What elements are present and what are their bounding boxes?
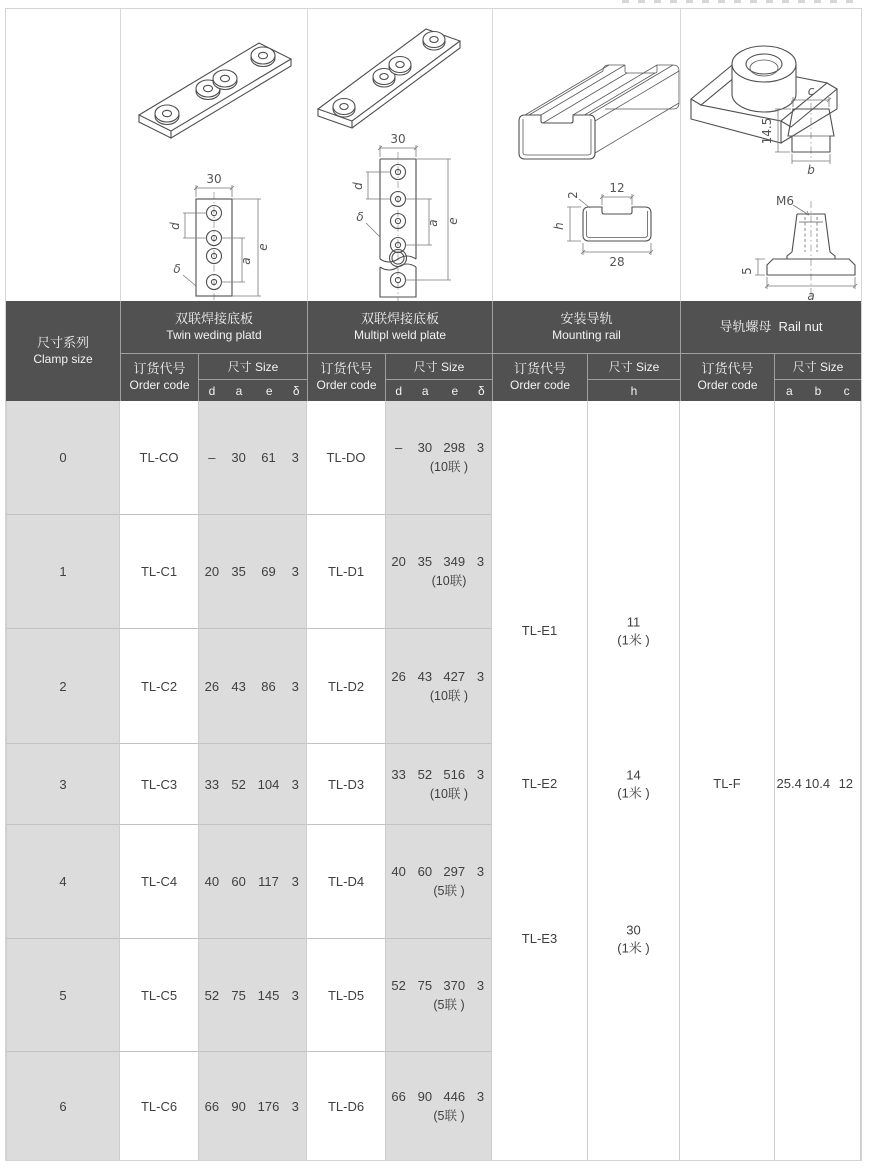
val-a: 30 bbox=[231, 450, 246, 465]
order-code-value: TL-C5 bbox=[140, 987, 178, 1003]
val-e: 69 bbox=[261, 564, 276, 579]
sub-col-h: h bbox=[630, 383, 638, 398]
rail-h: 30 bbox=[626, 922, 641, 938]
order-code-header bbox=[492, 353, 587, 401]
page-frame bbox=[5, 8, 862, 1161]
order-code-cell bbox=[307, 401, 385, 514]
order-code-value: TL-D3 bbox=[327, 776, 365, 792]
sub-col-e: e bbox=[265, 383, 273, 398]
twin-plate-drawing bbox=[121, 9, 308, 301]
val-a: 60 bbox=[231, 874, 246, 889]
val-d: 26 bbox=[391, 668, 406, 684]
size-sub-cols bbox=[386, 380, 492, 401]
val-e: 145 bbox=[257, 987, 280, 1003]
val-d: 40 bbox=[391, 864, 406, 879]
group-header-twin-plate bbox=[120, 301, 307, 353]
order-code-value: TL-D6 bbox=[327, 1098, 365, 1114]
rail-length-note: (1米 ) bbox=[617, 632, 650, 647]
nut-panel bbox=[680, 9, 861, 301]
val-delta: 3 bbox=[476, 440, 485, 455]
val-a: 75 bbox=[231, 987, 246, 1003]
order-code-cell bbox=[307, 824, 385, 938]
val-d: 33 bbox=[204, 776, 220, 792]
val-d: 52 bbox=[391, 977, 406, 993]
dim-a-label: a bbox=[239, 257, 253, 265]
dim-e-label: e bbox=[446, 217, 460, 225]
dim-5-label: 5 bbox=[740, 267, 754, 275]
order-code-zh: 订货代号 bbox=[513, 361, 566, 377]
dim-28-label: 28 bbox=[609, 255, 625, 269]
val-delta: 3 bbox=[291, 450, 299, 465]
clamp-size-value: 1 bbox=[59, 564, 67, 579]
rail-h: 14 bbox=[626, 767, 641, 783]
size-sub-cols bbox=[588, 380, 680, 401]
order-code-en: Order code bbox=[316, 378, 377, 393]
group-header-nut bbox=[680, 301, 861, 353]
twin-plate-panel bbox=[120, 9, 307, 301]
clamp-size-value: 0 bbox=[59, 450, 67, 465]
nut-drawing bbox=[681, 9, 862, 301]
nut-val-c: 12 bbox=[838, 776, 854, 792]
empty-panel bbox=[6, 9, 120, 301]
size-values-cell bbox=[198, 1051, 307, 1160]
clamp-size-cell bbox=[6, 401, 120, 514]
val-delta: 3 bbox=[291, 776, 299, 792]
size-label: 尺寸 Size bbox=[386, 354, 492, 380]
sub-col-e: e bbox=[451, 383, 459, 398]
nut-order-code: TL-F bbox=[713, 776, 741, 792]
val-delta: 3 bbox=[476, 864, 485, 879]
val-a: 52 bbox=[417, 766, 433, 782]
clamp-size-cell bbox=[6, 824, 120, 938]
order-code-header bbox=[307, 353, 385, 401]
order-code-value: TL-C6 bbox=[140, 1098, 178, 1114]
val-e: 427 bbox=[443, 668, 466, 684]
order-code-cell bbox=[307, 514, 385, 628]
order-code-value: TL-DO bbox=[326, 450, 366, 465]
plate-holes bbox=[155, 47, 275, 125]
drawings-band bbox=[6, 9, 861, 301]
val-e: 117 bbox=[258, 874, 279, 889]
val-e: 61 bbox=[261, 450, 276, 465]
table-header bbox=[6, 301, 861, 401]
rail-order-code-column bbox=[492, 401, 587, 1160]
val-e: 349 bbox=[443, 554, 466, 569]
val-e: 446 bbox=[443, 1088, 466, 1104]
order-code-value: TL-C1 bbox=[140, 564, 178, 579]
val-delta: 3 bbox=[476, 766, 485, 782]
val-e: 86 bbox=[261, 678, 276, 694]
order-code-cell bbox=[120, 514, 198, 628]
pack-note: (10联 ) bbox=[429, 460, 469, 474]
size-sub-cols bbox=[199, 380, 307, 401]
size-values-cell bbox=[198, 938, 307, 1051]
dim-h-label: h bbox=[552, 222, 566, 230]
dim-c-label: c bbox=[807, 84, 815, 98]
dim-30-label: 30 bbox=[206, 172, 222, 186]
group-twin-en: Twin weding platd bbox=[166, 327, 262, 342]
rail-order-code: TL-E3 bbox=[521, 931, 558, 947]
sub-col-delta: δ bbox=[292, 383, 300, 398]
rail-length-note: (1米 ) bbox=[617, 940, 650, 955]
group-multi-en: Multipl weld plate bbox=[353, 327, 447, 342]
clamp-size-header-zh: 尺寸系列 bbox=[36, 334, 89, 350]
order-code-value: TL-D1 bbox=[327, 564, 365, 579]
sub-col-d: d bbox=[208, 383, 216, 398]
group-twin-zh: 双联焊接底板 bbox=[174, 310, 253, 326]
order-code-en: Order code bbox=[129, 378, 190, 393]
rail-drawing bbox=[493, 9, 681, 301]
size-values-cell bbox=[385, 938, 492, 1051]
nut-order-code-column bbox=[680, 401, 774, 1160]
dim-30-label: 30 bbox=[390, 132, 406, 146]
size-values-cell bbox=[385, 1051, 492, 1160]
clamp-size-cell bbox=[6, 1051, 120, 1160]
rail-panel bbox=[492, 9, 680, 301]
nut-values-column bbox=[774, 401, 861, 1160]
nut-val-a: 25.4 bbox=[776, 776, 802, 792]
group-rail-en: Mounting rail bbox=[552, 327, 621, 342]
val-a: 35 bbox=[417, 554, 433, 569]
val-e: 370 bbox=[443, 977, 466, 993]
val-e: 298 bbox=[443, 440, 466, 455]
val-a: 60 bbox=[417, 864, 433, 879]
plate-holes bbox=[333, 32, 445, 118]
order-code-cell bbox=[307, 628, 385, 743]
size-label: 尺寸 Size bbox=[588, 354, 680, 380]
pack-note: (10联 ) bbox=[429, 688, 469, 703]
val-delta: 3 bbox=[291, 564, 299, 579]
clamp-size-value: 3 bbox=[59, 776, 67, 792]
size-values-cell bbox=[198, 401, 307, 514]
size-values-cell bbox=[385, 514, 492, 628]
order-code-value: TL-C2 bbox=[140, 678, 178, 694]
dim-b-label: b bbox=[807, 163, 815, 177]
rail-h-value bbox=[588, 766, 679, 801]
val-a: 35 bbox=[231, 564, 246, 579]
size-values-cell bbox=[198, 743, 307, 824]
group-nut-en: Rail nut bbox=[778, 318, 823, 334]
dim-2-label: 2 bbox=[566, 191, 580, 199]
multi-plate-drawing bbox=[308, 9, 493, 301]
val-e: 297 bbox=[443, 864, 466, 879]
val-delta: 3 bbox=[291, 1098, 299, 1114]
val-d: – bbox=[208, 450, 216, 465]
val-delta: 3 bbox=[476, 554, 485, 569]
val-delta: 3 bbox=[476, 668, 485, 684]
dim-e-label: e bbox=[256, 243, 270, 251]
size-values-cell bbox=[385, 628, 492, 743]
order-code-value: TL-D2 bbox=[327, 678, 365, 694]
val-d: 20 bbox=[391, 554, 406, 569]
order-code-cell bbox=[120, 1051, 198, 1160]
size-label: 尺寸 Size bbox=[199, 354, 307, 380]
val-d: 33 bbox=[391, 766, 406, 782]
rail-h: 11 bbox=[626, 614, 641, 630]
clamp-size-cell bbox=[6, 938, 120, 1051]
val-delta: 3 bbox=[476, 977, 485, 993]
val-d: 20 bbox=[204, 564, 220, 579]
group-rail-zh: 安装导轨 bbox=[560, 310, 613, 326]
val-e: 176 bbox=[257, 1098, 280, 1114]
clamp-size-cell bbox=[6, 743, 120, 824]
val-delta: 3 bbox=[291, 874, 299, 889]
val-a: 75 bbox=[417, 977, 433, 993]
size-header bbox=[198, 353, 307, 401]
order-code-value: TL-CO bbox=[139, 450, 179, 465]
clamp-size-value: 2 bbox=[59, 678, 67, 694]
multi-plate-panel bbox=[307, 9, 492, 301]
val-d: 66 bbox=[204, 1098, 220, 1114]
cropped-page-header-text bbox=[622, 0, 862, 3]
rail-h-column bbox=[587, 401, 680, 1160]
pack-note: (10联) bbox=[431, 574, 467, 588]
rail-h-value bbox=[588, 613, 679, 648]
size-values-cell bbox=[198, 824, 307, 938]
dim-d-label: d bbox=[351, 182, 365, 190]
dim-12-label: 12 bbox=[609, 181, 625, 195]
nut-values bbox=[775, 775, 860, 793]
order-code-zh: 订货代号 bbox=[320, 361, 373, 377]
val-d: 26 bbox=[204, 678, 220, 694]
val-e: 104 bbox=[257, 776, 280, 792]
clamp-size-header-en: Clamp size bbox=[33, 351, 93, 366]
order-code-value: TL-D5 bbox=[327, 987, 365, 1003]
size-values-cell bbox=[385, 824, 492, 938]
rail-order-code: TL-E1 bbox=[521, 623, 558, 639]
clamp-size-header bbox=[6, 301, 120, 401]
size-label: 尺寸 Size bbox=[775, 354, 861, 380]
size-header bbox=[385, 353, 492, 401]
size-values-cell bbox=[385, 401, 492, 514]
val-d: 40 bbox=[204, 874, 220, 889]
dim-a-label: a bbox=[426, 219, 440, 227]
group-nut-zh: 导轨螺母 bbox=[719, 318, 772, 334]
order-code-zh: 订货代号 bbox=[133, 361, 186, 377]
order-code-en: Order code bbox=[697, 378, 758, 393]
dim-delta-label: δ bbox=[356, 210, 364, 224]
rail-length-note: (1米 ) bbox=[617, 785, 650, 800]
order-code-cell bbox=[120, 628, 198, 743]
order-code-cell bbox=[307, 1051, 385, 1160]
group-multi-zh: 双联焊接底板 bbox=[360, 310, 439, 326]
val-a: 52 bbox=[231, 776, 246, 792]
size-values-cell bbox=[198, 514, 307, 628]
sub-col-delta: δ bbox=[478, 383, 485, 398]
size-header bbox=[774, 353, 861, 401]
group-header-rail bbox=[492, 301, 680, 353]
table-body bbox=[6, 401, 861, 1160]
group-header-multi-plate bbox=[307, 301, 492, 353]
sub-col-d: d bbox=[395, 383, 403, 398]
order-code-en: Order code bbox=[509, 378, 571, 393]
rail-h-value bbox=[588, 921, 679, 956]
dim-d-label: d bbox=[168, 222, 182, 230]
order-code-cell bbox=[120, 743, 198, 824]
nut-val-b: 10.4 bbox=[804, 776, 831, 792]
val-a: 90 bbox=[417, 1088, 433, 1104]
pack-note: (10联 ) bbox=[429, 786, 469, 801]
size-values-cell bbox=[198, 628, 307, 743]
sub-col-a: a bbox=[785, 383, 793, 398]
val-e: 516 bbox=[443, 766, 466, 782]
size-header bbox=[587, 353, 680, 401]
dim-a-label: a bbox=[807, 289, 815, 301]
order-code-cell bbox=[307, 743, 385, 824]
val-a: 30 bbox=[417, 440, 433, 455]
clamp-size-value: 5 bbox=[59, 987, 67, 1003]
order-code-cell bbox=[307, 938, 385, 1051]
nut-cylinder bbox=[732, 46, 796, 112]
val-a: 90 bbox=[231, 1098, 246, 1114]
clamp-size-value: 4 bbox=[59, 874, 67, 889]
sub-col-a: a bbox=[235, 383, 243, 398]
rail-order-code: TL-E2 bbox=[521, 776, 558, 792]
val-delta: 3 bbox=[476, 1088, 485, 1104]
sub-col-b: b bbox=[814, 383, 822, 398]
pack-note: (5联 ) bbox=[433, 1108, 465, 1123]
size-sub-cols bbox=[775, 380, 861, 401]
order-code-cell bbox=[120, 824, 198, 938]
val-d: 66 bbox=[391, 1088, 406, 1104]
pack-note: (5联 ) bbox=[433, 884, 465, 898]
val-delta: 3 bbox=[291, 987, 299, 1003]
order-code-value: TL-C3 bbox=[140, 776, 178, 792]
order-code-value: TL-C4 bbox=[140, 874, 178, 889]
order-code-cell bbox=[120, 938, 198, 1051]
val-d: – bbox=[394, 440, 403, 455]
val-a: 43 bbox=[417, 668, 433, 684]
sub-col-a: a bbox=[421, 383, 429, 398]
size-values-cell bbox=[385, 743, 492, 824]
dim-14-5-label: 14.5 bbox=[760, 117, 774, 145]
clamp-size-cell bbox=[6, 514, 120, 628]
order-code-cell bbox=[120, 401, 198, 514]
pack-note: (5联 ) bbox=[433, 997, 465, 1012]
order-code-value: TL-D4 bbox=[327, 874, 365, 889]
sub-col-c: c bbox=[843, 383, 850, 398]
clamp-size-cell bbox=[6, 628, 120, 743]
order-code-header bbox=[120, 353, 198, 401]
val-delta: 3 bbox=[291, 678, 299, 694]
spec-table bbox=[6, 301, 861, 1160]
val-d: 52 bbox=[204, 987, 220, 1003]
order-code-zh: 订货代号 bbox=[701, 361, 754, 377]
val-a: 43 bbox=[231, 678, 246, 694]
thread-m6-label: M6 bbox=[776, 194, 794, 208]
dim-delta-label: δ bbox=[173, 262, 181, 276]
clamp-size-value: 6 bbox=[59, 1098, 67, 1114]
order-code-header bbox=[680, 353, 774, 401]
plate-holes-2d bbox=[207, 206, 222, 290]
